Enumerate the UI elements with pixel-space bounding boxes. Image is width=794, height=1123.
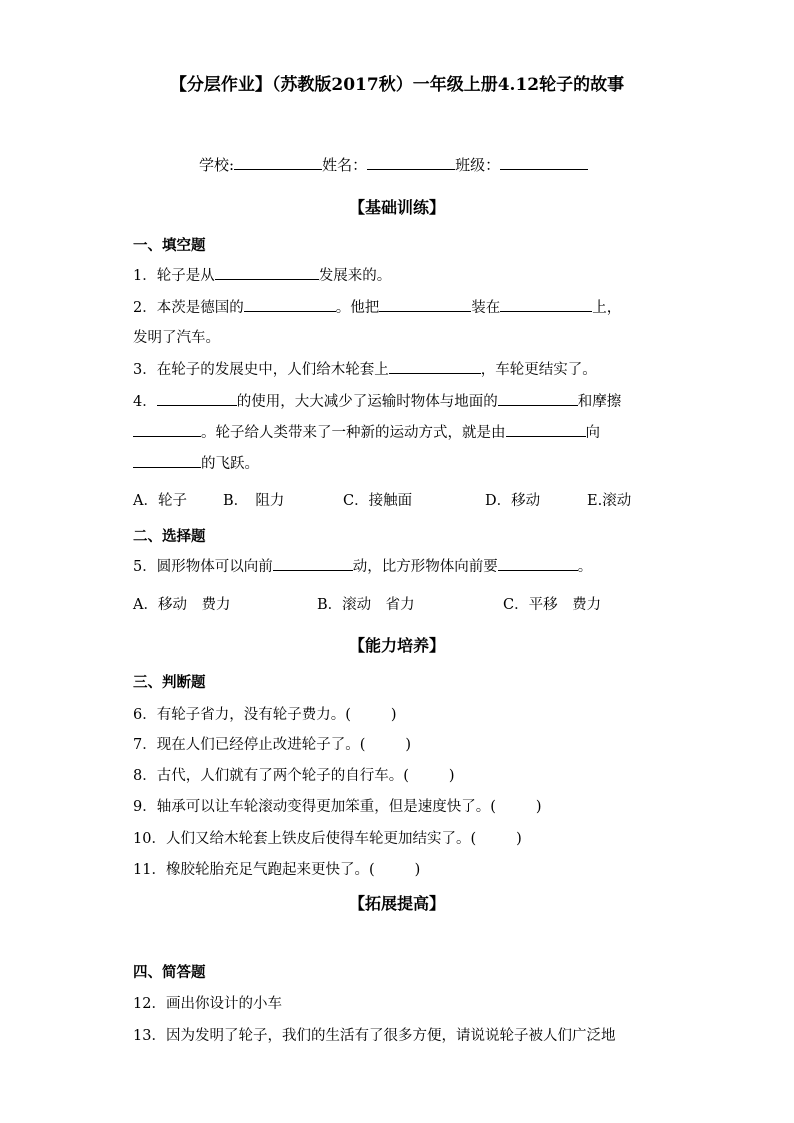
q4-blank-5[interactable] <box>133 454 201 468</box>
q5-option-b[interactable]: B．滚动 省力 <box>317 597 415 613</box>
q4-blank-3[interactable] <box>133 423 201 437</box>
school-label: 学校: <box>199 156 235 174</box>
judge-item-8 <box>133 764 455 785</box>
q5-text-c: 。 <box>577 559 593 575</box>
class-label: 班级： <box>455 156 501 174</box>
judge-text-8: 8．古代，人们就有了两个轮子的自行车。( <box>133 768 409 784</box>
question-4-options <box>133 489 631 510</box>
judge-text-6: 6．有轮子省力，没有轮子费力。( <box>133 707 351 723</box>
q4-option-d[interactable]: D．移动 <box>485 493 541 509</box>
question-2-cont: 发明了汽车。 <box>133 330 220 346</box>
section-ability-heading: 【能力培养】 <box>348 636 445 655</box>
q2-text-b: 。他把 <box>335 300 380 316</box>
q1-text-b: 发展来的。 <box>318 268 392 284</box>
question-4 <box>133 390 621 411</box>
name-blank[interactable] <box>367 156 455 170</box>
q2-blank-3[interactable] <box>500 298 592 312</box>
judge-text-10: 10．人们又给木轮套上铁皮后使得车轮更加结实了。( <box>133 831 477 847</box>
section-extend-heading: 【拓展提高】 <box>348 894 445 913</box>
q5-option-a[interactable]: A．移动 费力 <box>133 597 231 613</box>
close-paren: ) <box>405 737 412 753</box>
class-blank[interactable] <box>500 156 588 170</box>
page-title: 【分层作业】（苏教版2017秋）一年级上册4.12轮子的故事 <box>169 75 625 95</box>
q5-blank-2[interactable] <box>498 557 578 571</box>
close-paren: ) <box>448 768 455 784</box>
judge-item-9 <box>133 795 542 816</box>
question-4-line-3 <box>133 452 259 473</box>
section-basic-heading: 【基础训练】 <box>348 198 445 217</box>
q4-text-b: 的使用，大大减少了运输时物体与地面的 <box>236 394 498 410</box>
judge-item-6 <box>133 703 397 724</box>
q4-text-d: 。轮子给人类带来了一种新的运动方式，就是由 <box>201 425 506 441</box>
student-info-line <box>199 154 588 175</box>
q4-option-b[interactable]: B． 阻力 <box>223 493 285 509</box>
close-paren: ) <box>516 831 522 847</box>
question-12: 12．画出你设计的小车 <box>133 996 282 1012</box>
judge-text-7: 7．现在人们已经停止改进轮子了。( <box>133 737 366 753</box>
question-13: 13．因为发明了轮子，我们的生活有了很多方便，请说说轮子被人们广泛地 <box>133 1028 616 1044</box>
q4-text-c: 和摩擦 <box>577 394 622 410</box>
q5-blank-1[interactable] <box>273 557 353 571</box>
q3-text-a: 3．在轮子的发展史中，人们给木轮套上 <box>133 362 389 378</box>
q2-text-d: 上， <box>592 300 622 316</box>
judge-item-11 <box>133 858 420 879</box>
q4-option-e[interactable]: E.滚动 <box>587 493 632 509</box>
question-1 <box>133 264 391 285</box>
q4-option-c[interactable]: C．接触面 <box>343 493 413 509</box>
question-5-options <box>133 593 601 614</box>
question-3 <box>133 358 597 379</box>
q4-blank-4[interactable] <box>506 423 586 437</box>
heading-short-answer: 四、简答题 <box>133 964 206 981</box>
q4-blank-1[interactable] <box>157 392 237 406</box>
heading-choice: 二、选择题 <box>133 528 206 545</box>
judge-item-7 <box>133 733 411 754</box>
judge-text-9: 9．轴承可以让车轮滚动变得更加笨重，但是速度快了。( <box>133 799 496 815</box>
q2-blank-1[interactable] <box>244 298 336 312</box>
judge-item-10 <box>133 827 522 848</box>
heading-judge: 三、判断题 <box>133 674 206 691</box>
heading-fill-blank: 一、填空题 <box>133 237 206 254</box>
close-paren: ) <box>535 799 542 815</box>
q4-text-a: 4． <box>133 394 157 410</box>
q4-blank-2[interactable] <box>498 392 578 406</box>
q1-blank[interactable] <box>215 266 319 280</box>
q5-text-b: 动，比方形物体向前要 <box>352 559 498 575</box>
close-paren: ) <box>414 862 421 878</box>
q3-blank[interactable] <box>389 360 481 374</box>
school-blank[interactable] <box>234 156 322 170</box>
q2-text-c: 装在 <box>471 300 501 316</box>
q2-blank-2[interactable] <box>379 298 471 312</box>
q4-text-f: 的飞跃。 <box>201 456 259 472</box>
question-5 <box>133 555 592 576</box>
name-label: 姓名： <box>322 156 368 174</box>
q5-text-a: 5．圆形物体可以向前 <box>133 559 273 575</box>
q2-text-a: 2．本茨是德国的 <box>133 300 244 316</box>
question-2 <box>133 296 621 317</box>
judge-text-11: 11．橡胶轮胎充足气跑起来更快了。( <box>133 862 375 878</box>
q4-text-e: 向 <box>585 425 600 441</box>
q3-text-b: ，车轮更结实了。 <box>480 362 597 378</box>
close-paren: ) <box>390 707 397 723</box>
q5-option-c[interactable]: C．平移 费力 <box>503 597 602 613</box>
q4-option-a[interactable]: A．轮子 <box>133 493 187 509</box>
question-4-line-2 <box>133 421 600 442</box>
q1-text-a: 1．轮子是从 <box>133 268 215 284</box>
